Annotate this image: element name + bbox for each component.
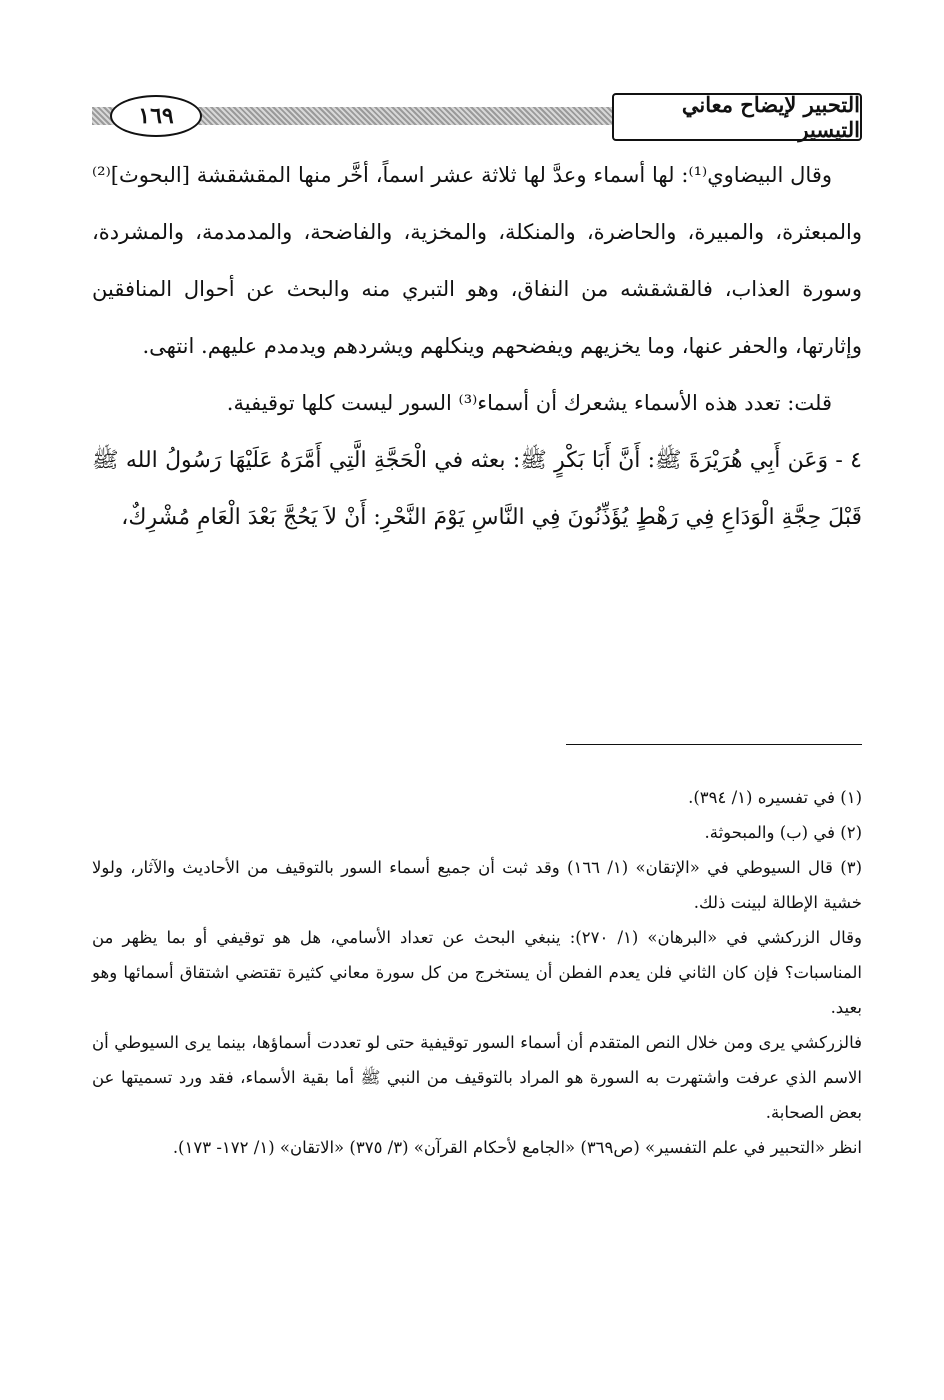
page-header (92, 92, 862, 142)
footnote-3: (٣) قال السيوطي في «الإتقان» (١/ ١٦٦) وقد ثبت أن جميع أسماء السور بالتوقيف من الأحاديث والآثار، ولولا خشية الإطالة لبينت ذلك. (92, 858, 862, 912)
footnote-2: (٢) في (ب) والمبحوثة. (704, 823, 862, 842)
footnote-separator (566, 744, 862, 745)
book-title: التحبير لإيضاح معاني التيسير (612, 93, 862, 141)
footnote-3-zarkashi: وقال الزركشي في «البرهان» (١/ ٢٧٠): ينبغي البحث عن تعداد الأسامي، هل هو توقيفي أو بما يظهر من المناسبات؟ فإن كان الثاني فلن يعدم الفطن أن يستخرج من كل سورة معاني كثيرة تقتضي اشتقاق أسمائها وهو بعيد. (92, 928, 863, 1017)
footnote-3-references: انظر «التحبير في علم التفسير» (ص٣٦٩) «الجامع لأحكام القرآن» (٣/ ٣٧٥) «الاتقان» (١/ ١٧٢- ١٧٣). (172, 1138, 862, 1157)
page-number: ١٦٩ (110, 95, 202, 137)
footnote-1: (١) في تفسيره (١/ ٣٩٤). (688, 788, 862, 807)
footnotes (92, 780, 862, 1165)
footnote-3-comparison: فالزركشي يرى ومن خلال النص المتقدم أن أسماء السور توقيفية حتى لو تعددت أسماؤها، بينما يرى السيوطي أن الاسم الذي عرفت واشتهرت به السورة هو المراد بالتوقيف من النبي ﷺ أما بقية الأسماء، فقد ورد تسميتها عن بعض الصحابة. (92, 1033, 862, 1122)
paragraph-author-comment: قلت: تعدد هذه الأسماء يشعرك أن أسماء⁽³⁾ السور ليست كلها توقيفية. (226, 391, 832, 415)
hadith-4: ٤ - وَعَن أَبِي هُرَيْرَةَ ﷺ: أَنَّ أَبَا بَكْرٍ ﷺ: بعثه في الْحَجَّةِ الَّتِي أَمَّرَهُ عَلَيْهَا رَسُولُ الله ﷺ قَبْلَ حِجَّةِ الْوَدَاعِ فِي رَهْطٍ يُؤَذِّنُونَ فِي النَّاسِ يَوْمَ النَّحْرِ: أَنْ لاَ يَحُجَّ بَعْدَ الْعَامِ مُشْرِكٌ، (92, 448, 862, 530)
main-text (92, 147, 862, 546)
paragraph-baydawi: وقال البيضاوي⁽¹⁾: لها أسماء وعدَّ لها ثلاثة عشر اسماً، أخَّر منها المقشقشة [البحوث]⁽²⁾ والمبعثرة، والمبيرة، والحاضرة، والمنكلة، والمخزية، والفاضحة، والمدمدمة، والمشردة، وسورة العذاب، فالقشقشه من النفاق، وهو التبري منه والبحث عن أحوال المنافقين وإثارتها، والحفر عنها، وما يخزيهم ويفضحهم وينكلهم ويشردهم ويدمدم عليهم. انتهى. (92, 163, 862, 358)
